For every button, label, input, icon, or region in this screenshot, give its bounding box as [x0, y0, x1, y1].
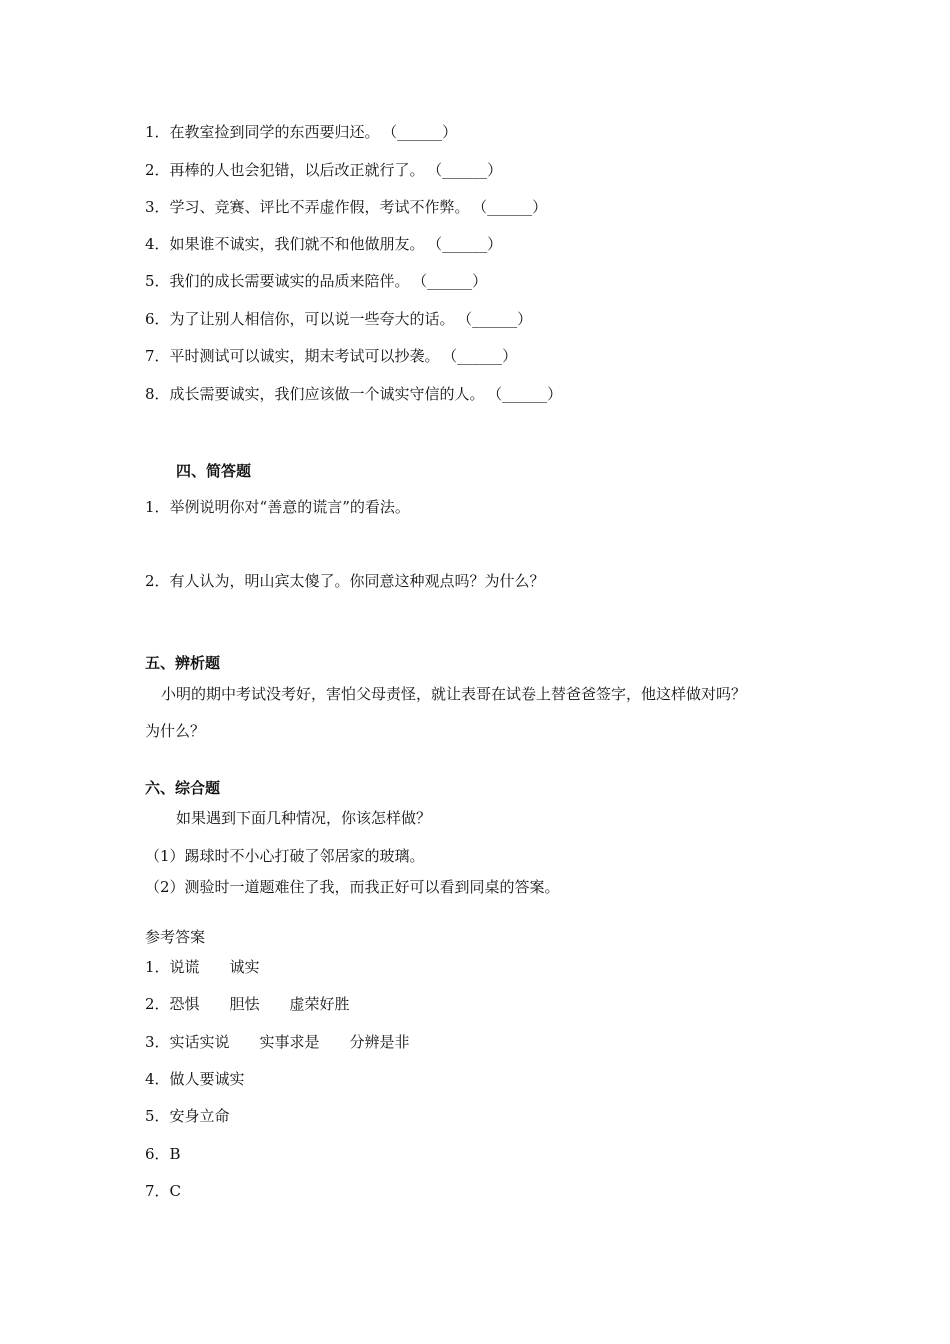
analysis-question-line-1: 小明的期中考试没考好，害怕父母责怪，就让表哥在试卷上替爸爸签字，他这样做对吗？ — [161, 685, 747, 703]
item-text: 再棒的人也会犯错，以后改正就行了。 — [169, 161, 425, 179]
answer-blank: （______） — [464, 310, 533, 328]
item-number: 1． — [145, 123, 170, 141]
answers-heading: 参考答案 — [145, 928, 206, 946]
answer-1: 1．说谎 诚实 — [145, 958, 260, 976]
item-number: 5． — [145, 272, 170, 290]
section-heading-short-answer: 四、简答题 — [176, 462, 252, 480]
short-answer-question-2: 2．有人认为，明山宾太傻了。你同意这种观点吗？为什么？ — [145, 572, 545, 590]
answer-3: 3．实话实说 实事求是 分辨是非 — [145, 1033, 410, 1051]
item-text: 我们的成长需要诚实的品质来陪伴。 — [169, 272, 410, 290]
item-number: 7． — [145, 347, 170, 365]
item-number: 4． — [145, 235, 170, 253]
judgement-item — [145, 271, 487, 291]
judgement-item — [145, 384, 562, 404]
item-number: 3． — [145, 198, 170, 216]
short-answer-question-1: 1．举例说明你对“善意的谎言”的看法。 — [145, 498, 410, 516]
judgement-item — [145, 197, 547, 217]
section-heading-analysis: 五、辨析题 — [145, 654, 221, 672]
answer-blank: （______） — [434, 161, 503, 179]
item-text: 学习、竞赛、评比不弄虚作假，考试不作弊。 — [169, 198, 470, 216]
analysis-question-line-2: 为什么？ — [145, 722, 206, 740]
comprehensive-intro: 如果遇到下面几种情况，你该怎样做？ — [176, 809, 432, 827]
answer-blank: （______） — [479, 198, 548, 216]
answer-blank: （______） — [449, 347, 518, 365]
item-text: 如果谁不诚实，我们就不和他做朋友。 — [169, 235, 425, 253]
item-text: 在教室捡到同学的东西要归还。 — [169, 123, 380, 141]
judgement-item — [145, 234, 502, 254]
item-text: 平时测试可以诚实，期末考试可以抄袭。 — [169, 347, 440, 365]
item-number: 2． — [145, 161, 170, 179]
item-number: 6． — [145, 310, 170, 328]
comprehensive-item-2: （2）测验时一道题难住了我，而我正好可以看到同桌的答案。 — [145, 878, 560, 896]
judgement-item — [145, 346, 517, 366]
item-text: 为了让别人相信你，可以说一些夸大的话。 — [169, 310, 455, 328]
answer-blank: （______） — [494, 385, 563, 403]
answer-4: 4．做人要诚实 — [145, 1070, 245, 1088]
comprehensive-item-1: （1）踢球时不小心打破了邻居家的玻璃。 — [145, 847, 425, 865]
answer-5: 5．安身立命 — [145, 1107, 230, 1125]
answer-2: 2．恐惧 胆怯 虚荣好胜 — [145, 995, 350, 1013]
answer-6: 6．B — [145, 1145, 181, 1163]
judgement-item — [145, 309, 532, 329]
section-heading-comprehensive: 六、综合题 — [145, 779, 221, 797]
item-number: 8． — [145, 385, 170, 403]
judgement-item — [145, 122, 457, 142]
answer-blank: （______） — [434, 235, 503, 253]
answer-blank: （______） — [419, 272, 488, 290]
item-text: 成长需要诚实，我们应该做一个诚实守信的人。 — [169, 385, 485, 403]
answer-blank: （______） — [389, 123, 458, 141]
answer-7: 7．C — [145, 1182, 182, 1200]
judgement-item — [145, 160, 502, 180]
